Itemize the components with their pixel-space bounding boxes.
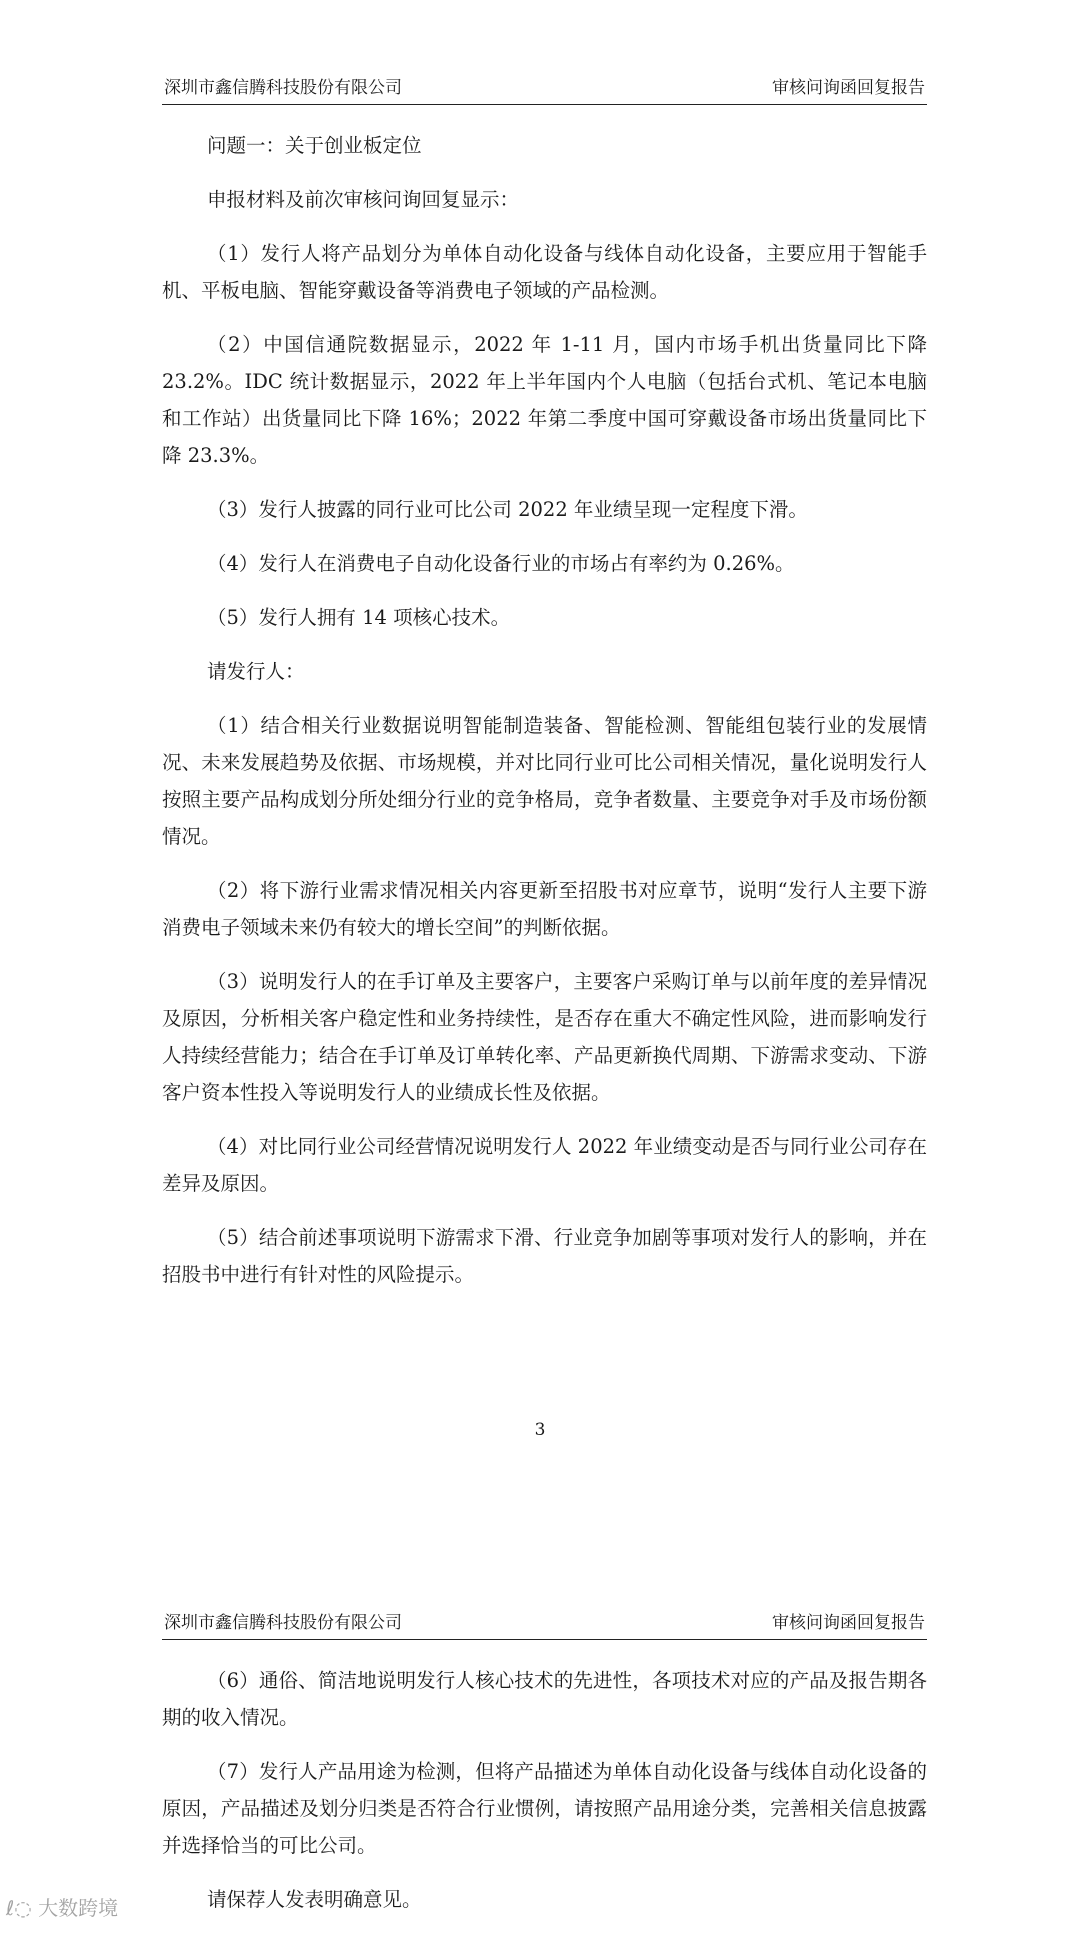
fact-item-2: （2）中国信通院数据显示，2022 年 1-11 月，国内市场手机出货量同比下降 23.2%。IDC 统计数据显示，2022 年上半年国内个人电脑（包括台式机、笔记本电脑和工作站）出货量同比下降 16%；2022 年第二季度中国可穿戴设备市场出货量同比下降 23.3%。: [162, 333, 927, 467]
page-header: [162, 78, 927, 105]
page-header-2: [162, 1613, 927, 1640]
header-doc-title: 审核问询函回复报告: [772, 1613, 925, 1633]
page-number: 3: [534, 1420, 546, 1440]
watermark-logo-icon: ℓ◌: [6, 1896, 32, 1920]
request-item-4: （4）对比同行业公司经营情况说明发行人 2022 年业绩变动是否与同行业公司存在差异及原因。: [162, 1135, 927, 1195]
header-doc-title: 审核问询函回复报告: [772, 78, 925, 98]
request-item-7: （7）发行人产品用途为检测，但将产品描述为单体自动化设备与线体自动化设备的原因，产品描述及划分归类是否符合行业惯例，请按照产品用途分类，完善相关信息披露并选择恰当的可比公司。: [162, 1760, 927, 1857]
request-item-1: （1）结合相关行业数据说明智能制造装备、智能检测、智能组包装行业的发展情况、未来发展趋势及依据、市场规模，并对比同行业可比公司相关情况，量化说明发行人按照主要产品构成划分所处细分行业的竞争格局，竞争者数量、主要竞争对手及市场份额情况。: [162, 714, 927, 848]
request-item-5: （5）结合前述事项说明下游需求下滑、行业竞争加剧等事项对发行人的影响，并在招股书中进行有针对性的风险提示。: [162, 1226, 927, 1286]
section-heading: 问题一：关于创业板定位: [207, 134, 422, 157]
sponsor-request: 请保荐人发表明确意见。: [207, 1888, 422, 1911]
request-item-2: （2）将下游行业需求情况相关内容更新至招股书对应章节，说明“发行人主要下游消费电子领域未来仍有较大的增长空间”的判断依据。: [162, 879, 927, 939]
intro-paragraph: 申报材料及前次审核问询回复显示：: [207, 188, 520, 211]
page-body: [162, 127, 927, 1310]
watermark-text: 大数跨境: [38, 1896, 119, 1920]
fact-item-4: （4）发行人在消费电子自动化设备行业的市场占有率约为 0.26%。: [207, 552, 795, 575]
page-body-2: [162, 1662, 927, 1935]
watermark: [6, 1892, 118, 1921]
request-heading: 请发行人：: [207, 660, 305, 683]
fact-item-5: （5）发行人拥有 14 项核心技术。: [207, 606, 511, 629]
fact-item-1: （1）发行人将产品划分为单体自动化设备与线体自动化设备，主要应用于智能手机、平板电脑、智能穿戴设备等消费电子领域的产品检测。: [162, 242, 927, 302]
header-company: 深圳市鑫信腾科技股份有限公司: [164, 1613, 402, 1633]
fact-item-3: （3）发行人披露的同行业可比公司 2022 年业绩呈现一定程度下滑。: [207, 498, 808, 521]
request-item-3: （3）说明发行人的在手订单及主要客户，主要客户采购订单与以前年度的差异情况及原因，分析相关客户稳定性和业务持续性，是否存在重大不确定性风险，进而影响发行人持续经营能力；结合在手订单及订单转化率、产品更新换代周期、下游需求变动、下游客户资本性投入等说明发行人的业绩成长性及依据。: [162, 970, 927, 1104]
header-company: 深圳市鑫信腾科技股份有限公司: [164, 78, 402, 98]
request-item-6: （6）通俗、简洁地说明发行人核心技术的先进性，各项技术对应的产品及报告期各期的收入情况。: [162, 1669, 927, 1729]
